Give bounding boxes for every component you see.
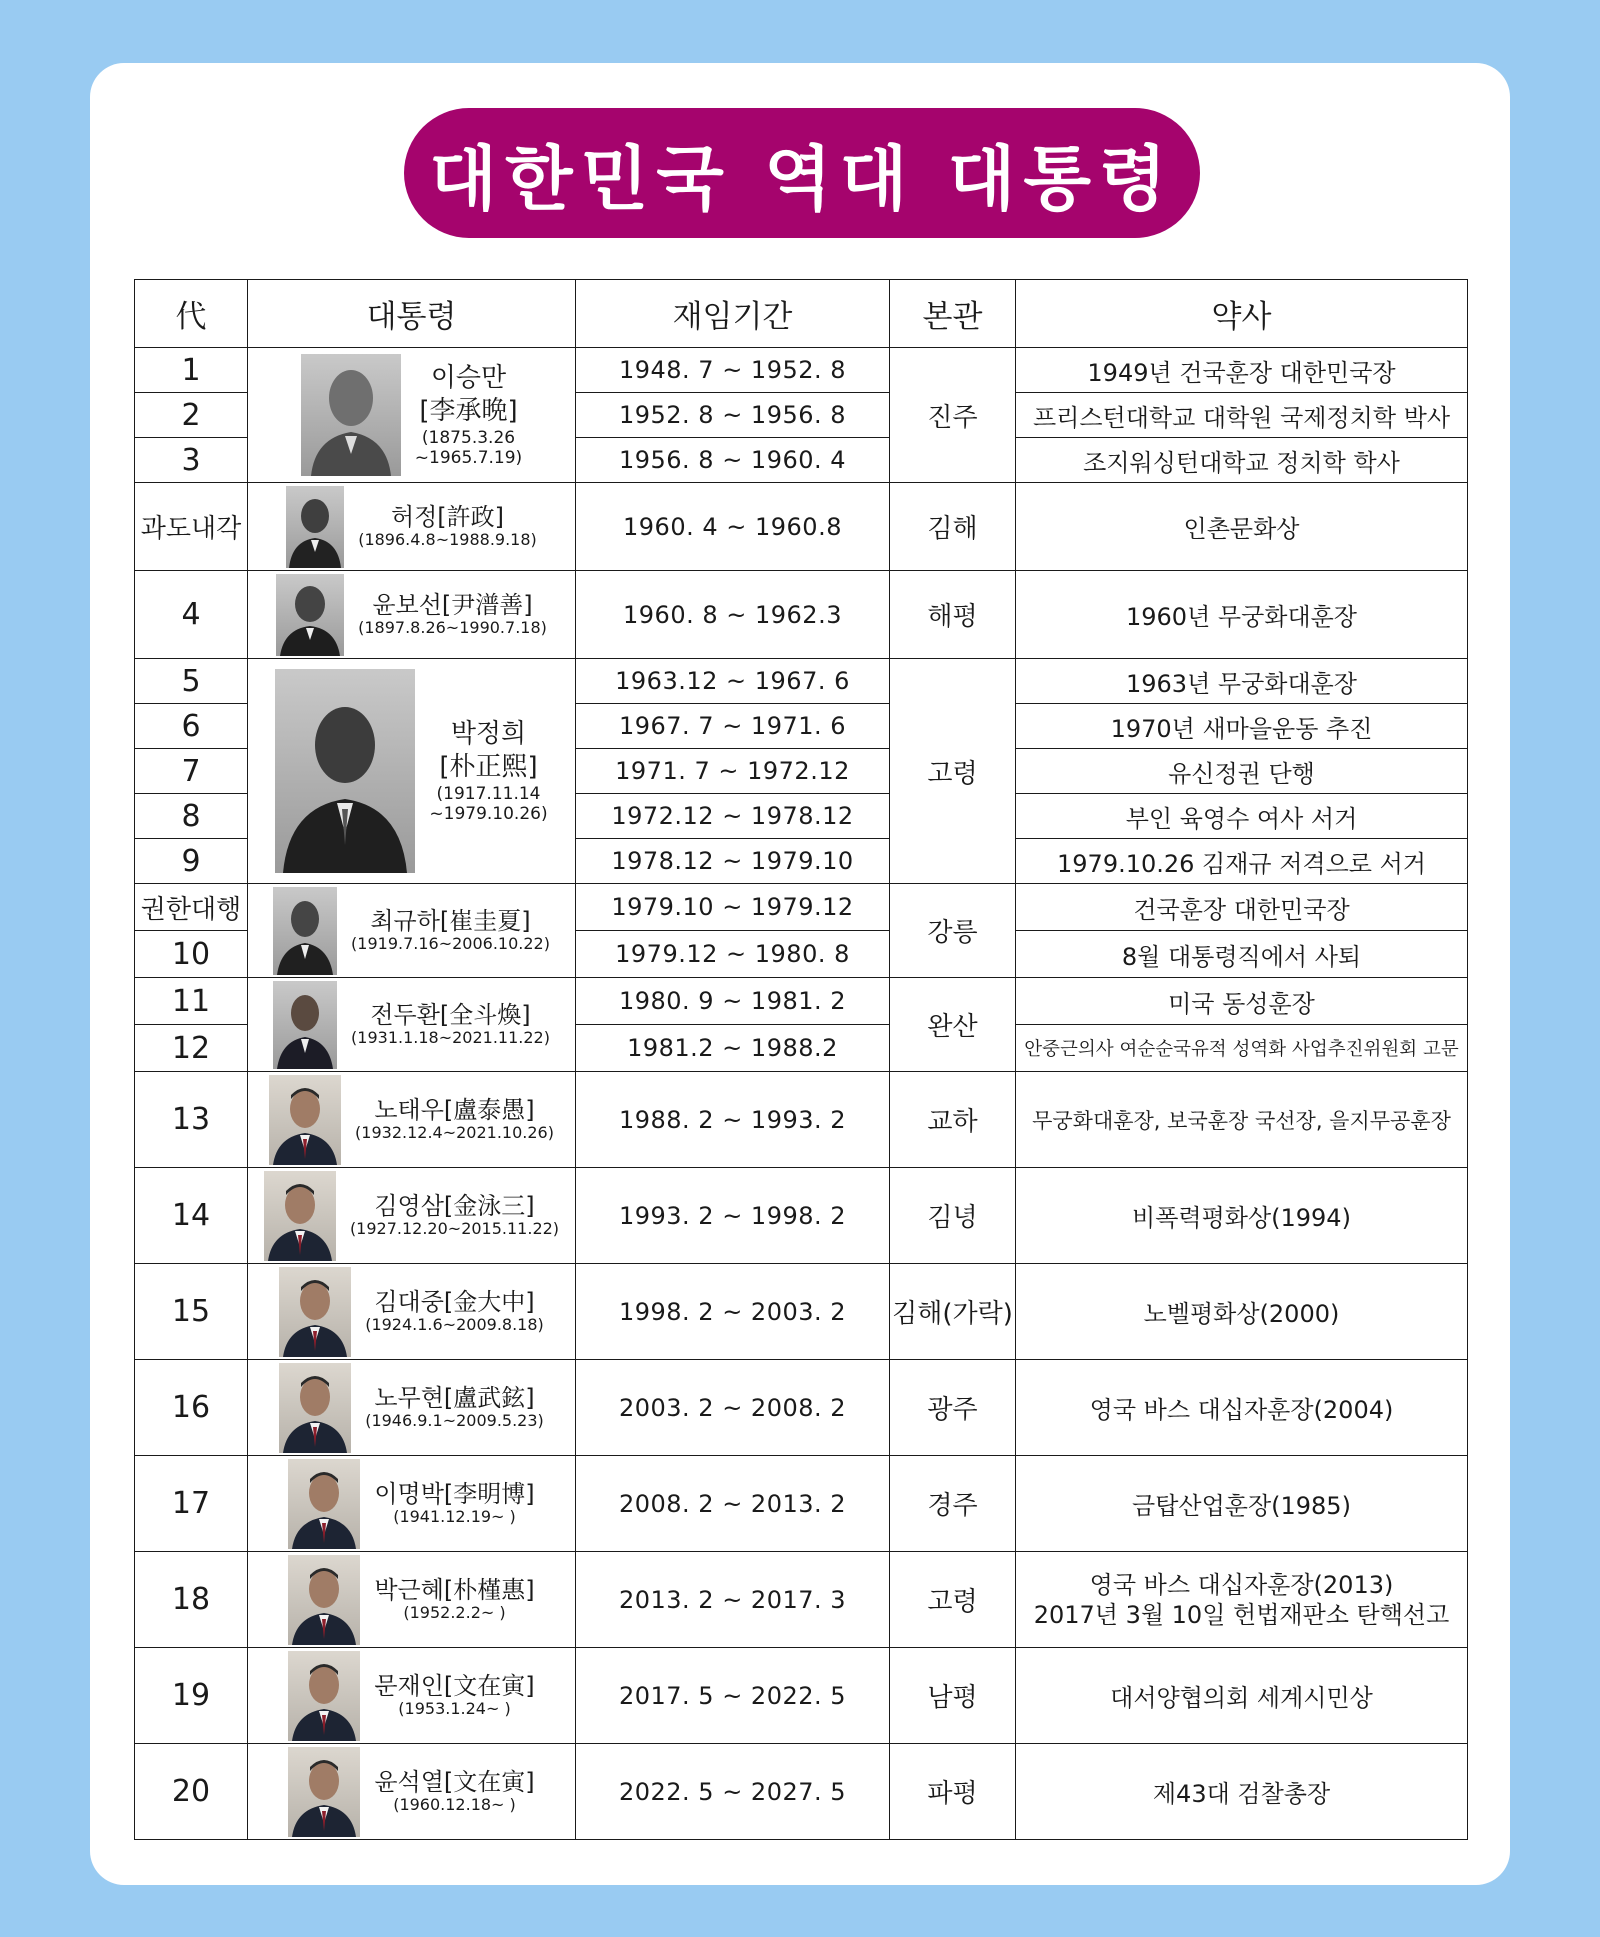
president-dates: (1924.1.6~2009.8.18)	[365, 1315, 544, 1335]
president-dates: (1897.8.26~1990.7.18)	[358, 618, 547, 638]
term-cell: 2022. 5 ~ 2027. 5	[576, 1744, 890, 1840]
table-row	[135, 659, 1468, 704]
president-died: ~1965.7.19)	[414, 447, 523, 468]
term-cell: 1956. 8 ~ 1960. 4	[576, 438, 890, 483]
president-info	[365, 1385, 544, 1431]
portrait-photo	[288, 1555, 360, 1645]
portrait-photo	[286, 486, 344, 568]
president-hanja: [朴正熙]	[439, 752, 538, 783]
header-row	[135, 280, 1468, 348]
portrait-photo	[301, 354, 401, 476]
president-info	[374, 1673, 534, 1719]
president-info	[415, 362, 522, 469]
president-name: 김대중[金大中]	[374, 1287, 535, 1316]
term-cell: 1979.12 ~ 1980. 8	[576, 931, 890, 978]
president-cell	[248, 1168, 576, 1264]
president-name: 박정희	[450, 718, 527, 749]
portrait-photo	[273, 887, 337, 975]
president-dates: (1952.2.2~ )	[403, 1603, 506, 1623]
president-name: 노무현[盧武鉉]	[374, 1383, 535, 1412]
table-row	[135, 571, 1468, 659]
president-cell-rhee	[248, 348, 576, 483]
portrait-photo	[264, 1171, 336, 1261]
clan-cell: 광주	[890, 1360, 1016, 1456]
bio-line: 무궁화대훈장, 보국훈장 국선장, 을지무공훈장	[1032, 1108, 1451, 1133]
term-cell: 1971. 7 ~ 1972.12	[576, 749, 890, 794]
term-cell: 1960. 8 ~ 1962.3	[576, 571, 890, 659]
bio-line: 제43대 검찰총장	[1152, 1780, 1331, 1808]
president-info	[365, 1289, 544, 1335]
president-name: 허정[許政]	[390, 502, 505, 531]
header-term: 재임기간	[576, 280, 890, 348]
table-row	[135, 348, 1468, 393]
president-dates: (1953.1.24~ )	[398, 1699, 511, 1719]
clan-cell: 경주	[890, 1456, 1016, 1552]
president-dates: (1931.1.18~2021.11.22)	[351, 1028, 550, 1048]
president-name: 김영삼[金泳三]	[374, 1191, 535, 1220]
generation-cell: 4	[135, 571, 248, 659]
generation-cell: 6	[135, 704, 248, 749]
bio-cell	[1016, 1168, 1468, 1264]
generation-cell: 11	[135, 978, 248, 1025]
generation-cell: 과도내각	[135, 483, 248, 571]
clan-cell: 고령	[890, 1552, 1016, 1648]
president-cell-choi	[248, 884, 576, 978]
bio-cell: 인촌문화상	[1016, 483, 1468, 571]
generation-cell: 2	[135, 393, 248, 438]
portrait-photo	[279, 1267, 351, 1357]
generation-cell: 권한대행	[135, 884, 248, 931]
generation-cell: 7	[135, 749, 248, 794]
bio-line: 2017년 3월 10일 헌법재판소 탄핵선고	[1033, 1600, 1450, 1629]
table-row	[135, 1360, 1468, 1456]
portrait-photo	[275, 669, 415, 873]
term-cell: 2017. 5 ~ 2022. 5	[576, 1648, 890, 1744]
clan-cell: 파평	[890, 1744, 1016, 1840]
header-president: 대통령	[248, 280, 576, 348]
bio-cell: 건국훈장 대한민국장	[1016, 884, 1468, 931]
bio-cell: 미국 동성훈장	[1016, 978, 1468, 1025]
president-info	[355, 1097, 554, 1143]
bio-cell: 프리스턴대학교 대학원 국제정치학 박사	[1016, 393, 1468, 438]
president-cell	[248, 1264, 576, 1360]
portrait-photo	[273, 981, 337, 1069]
bio-cell: 1970년 새마을운동 추진	[1016, 704, 1468, 749]
generation-cell: 13	[135, 1072, 248, 1168]
president-info	[429, 718, 547, 825]
bio-cell	[1016, 1264, 1468, 1360]
president-cell	[248, 1456, 576, 1552]
president-dates: (1941.12.19~ )	[393, 1507, 516, 1527]
generation-cell: 14	[135, 1168, 248, 1264]
table-row	[135, 1552, 1468, 1648]
bio-cell	[1016, 1360, 1468, 1456]
bio-cell: 1963년 무궁화대훈장	[1016, 659, 1468, 704]
bio-line: 대서양협의회 세계시민상	[1110, 1684, 1373, 1712]
bio-cell	[1016, 1744, 1468, 1840]
header-clan: 본관	[890, 280, 1016, 348]
table-row	[135, 483, 1468, 571]
president-cell-yun	[248, 571, 576, 659]
header-generation: 代	[135, 280, 248, 348]
table-row	[135, 1072, 1468, 1168]
generation-cell: 15	[135, 1264, 248, 1360]
president-dates: (1896.4.8~1988.9.18)	[358, 530, 537, 550]
portrait-photo	[288, 1651, 360, 1741]
term-cell: 2013. 2 ~ 2017. 3	[576, 1552, 890, 1648]
president-name: 이승만	[430, 362, 507, 393]
clan-cell: 고령	[890, 659, 1016, 884]
president-name: 윤석열[文在寅]	[374, 1767, 535, 1796]
term-cell: 1988. 2 ~ 1993. 2	[576, 1072, 890, 1168]
generation-cell: 19	[135, 1648, 248, 1744]
page-title: 대한민국 역대 대통령	[429, 137, 1175, 220]
president-info	[374, 1481, 534, 1527]
term-cell: 1980. 9 ~ 1981. 2	[576, 978, 890, 1025]
clan-cell: 진주	[890, 348, 1016, 483]
portrait-photo	[288, 1747, 360, 1837]
term-cell: 1948. 7 ~ 1952. 8	[576, 348, 890, 393]
clan-cell: 김녕	[890, 1168, 1016, 1264]
presidents-table	[134, 279, 1468, 1840]
generation-cell: 5	[135, 659, 248, 704]
bio-cell: 부인 육영수 여사 서거	[1016, 794, 1468, 839]
portrait-photo	[276, 574, 344, 656]
bio-line: 영국 바스 대십자훈장(2004)	[1089, 1396, 1394, 1424]
president-info	[358, 592, 547, 638]
president-info	[358, 504, 537, 550]
president-cell	[248, 1072, 576, 1168]
bio-cell: 1949년 건국훈장 대한민국장	[1016, 348, 1468, 393]
header-bio: 약사	[1016, 280, 1468, 348]
title-banner	[404, 108, 1200, 238]
portrait-photo	[279, 1363, 351, 1453]
bio-cell	[1016, 1456, 1468, 1552]
bio-cell	[1016, 1552, 1468, 1648]
bio-cell: 1979.10.26 김재규 저격으로 서거	[1016, 839, 1468, 884]
term-cell: 1960. 4 ~ 1960.8	[576, 483, 890, 571]
portrait-photo	[269, 1075, 341, 1165]
clan-cell: 남평	[890, 1648, 1016, 1744]
table-row	[135, 1168, 1468, 1264]
clan-cell: 완산	[890, 978, 1016, 1072]
president-cell	[248, 1744, 576, 1840]
bio-line: 금탑산업훈장(1985)	[1132, 1492, 1351, 1520]
president-dates: (1960.12.18~ )	[393, 1795, 516, 1815]
clan-cell: 김해	[890, 483, 1016, 571]
president-name: 이명박[李明博]	[374, 1479, 535, 1508]
bio-line: 비폭력평화상(1994)	[1132, 1204, 1351, 1232]
clan-cell: 해평	[890, 571, 1016, 659]
bio-cell: 8월 대통령직에서 사퇴	[1016, 931, 1468, 978]
generation-cell: 10	[135, 931, 248, 978]
president-cell	[248, 1552, 576, 1648]
term-cell: 1979.10 ~ 1979.12	[576, 884, 890, 931]
president-hanja: [李承晩]	[419, 396, 518, 427]
president-cell-chun	[248, 978, 576, 1072]
bio-cell: 안중근의사 여순순국유적 성역화 사업추진위원회 고문	[1016, 1025, 1468, 1072]
bio-line: 영국 바스 대십자훈장(2013)	[1089, 1570, 1394, 1599]
portrait-photo	[288, 1459, 360, 1549]
generation-cell: 8	[135, 794, 248, 839]
generation-cell: 20	[135, 1744, 248, 1840]
term-cell: 1993. 2 ~ 1998. 2	[576, 1168, 890, 1264]
president-dates: (1946.9.1~2009.5.23)	[365, 1411, 544, 1431]
president-died: ~1979.10.26)	[429, 803, 548, 824]
term-cell: 1978.12 ~ 1979.10	[576, 839, 890, 884]
president-name: 박근혜[朴槿惠]	[374, 1575, 535, 1604]
president-born: (1917.11.14	[436, 784, 541, 805]
president-dates: (1927.12.20~2015.11.22)	[349, 1219, 560, 1239]
table-row	[135, 978, 1468, 1025]
president-name: 문재인[文在寅]	[374, 1671, 535, 1700]
term-cell: 1967. 7 ~ 1971. 6	[576, 704, 890, 749]
generation-cell: 3	[135, 438, 248, 483]
term-cell: 1952. 8 ~ 1956. 8	[576, 393, 890, 438]
clan-cell: 교하	[890, 1072, 1016, 1168]
term-cell: 1972.12 ~ 1978.12	[576, 794, 890, 839]
term-cell: 2008. 2 ~ 2013. 2	[576, 1456, 890, 1552]
table-row	[135, 884, 1468, 931]
generation-cell: 1	[135, 348, 248, 393]
generation-cell: 18	[135, 1552, 248, 1648]
bio-cell: 유신정권 단행	[1016, 749, 1468, 794]
clan-cell: 강릉	[890, 884, 1016, 978]
generation-cell: 9	[135, 839, 248, 884]
president-name: 전두환[全斗煥]	[370, 1000, 531, 1029]
generation-cell: 17	[135, 1456, 248, 1552]
president-dates: (1932.12.4~2021.10.26)	[355, 1123, 554, 1143]
term-cell: 1998. 2 ~ 2003. 2	[576, 1264, 890, 1360]
bio-cell	[1016, 1648, 1468, 1744]
term-cell: 2003. 2 ~ 2008. 2	[576, 1360, 890, 1456]
bio-cell: 조지워싱턴대학교 정치학 학사	[1016, 438, 1468, 483]
president-info	[351, 1002, 550, 1048]
president-info	[351, 908, 550, 954]
president-cell	[248, 1360, 576, 1456]
president-born: (1875.3.26	[421, 428, 516, 449]
president-info	[374, 1577, 534, 1623]
table-row	[135, 1744, 1468, 1840]
term-cell: 1981.2 ~ 1988.2	[576, 1025, 890, 1072]
term-cell: 1963.12 ~ 1967. 6	[576, 659, 890, 704]
table-row	[135, 1264, 1468, 1360]
table-row	[135, 1456, 1468, 1552]
president-cell-heo	[248, 483, 576, 571]
president-name: 윤보선[尹潽善]	[372, 590, 533, 619]
president-dates: (1919.7.16~2006.10.22)	[351, 934, 550, 954]
bio-cell: 1960년 무궁화대훈장	[1016, 571, 1468, 659]
clan-cell: 김해(가락)	[890, 1264, 1016, 1360]
president-name: 최규하[崔圭夏]	[370, 906, 531, 935]
president-cell	[248, 1648, 576, 1744]
president-info	[374, 1769, 534, 1815]
bio-cell	[1016, 1072, 1468, 1168]
generation-cell: 16	[135, 1360, 248, 1456]
poster-card	[90, 63, 1510, 1885]
president-cell-park	[248, 659, 576, 884]
president-info	[350, 1193, 559, 1239]
generation-cell: 12	[135, 1025, 248, 1072]
bio-line: 노벨평화상(2000)	[1143, 1300, 1340, 1328]
president-name: 노태우[盧泰愚]	[374, 1095, 535, 1124]
single-term-rows	[135, 1072, 1468, 1840]
table-row	[135, 1648, 1468, 1744]
